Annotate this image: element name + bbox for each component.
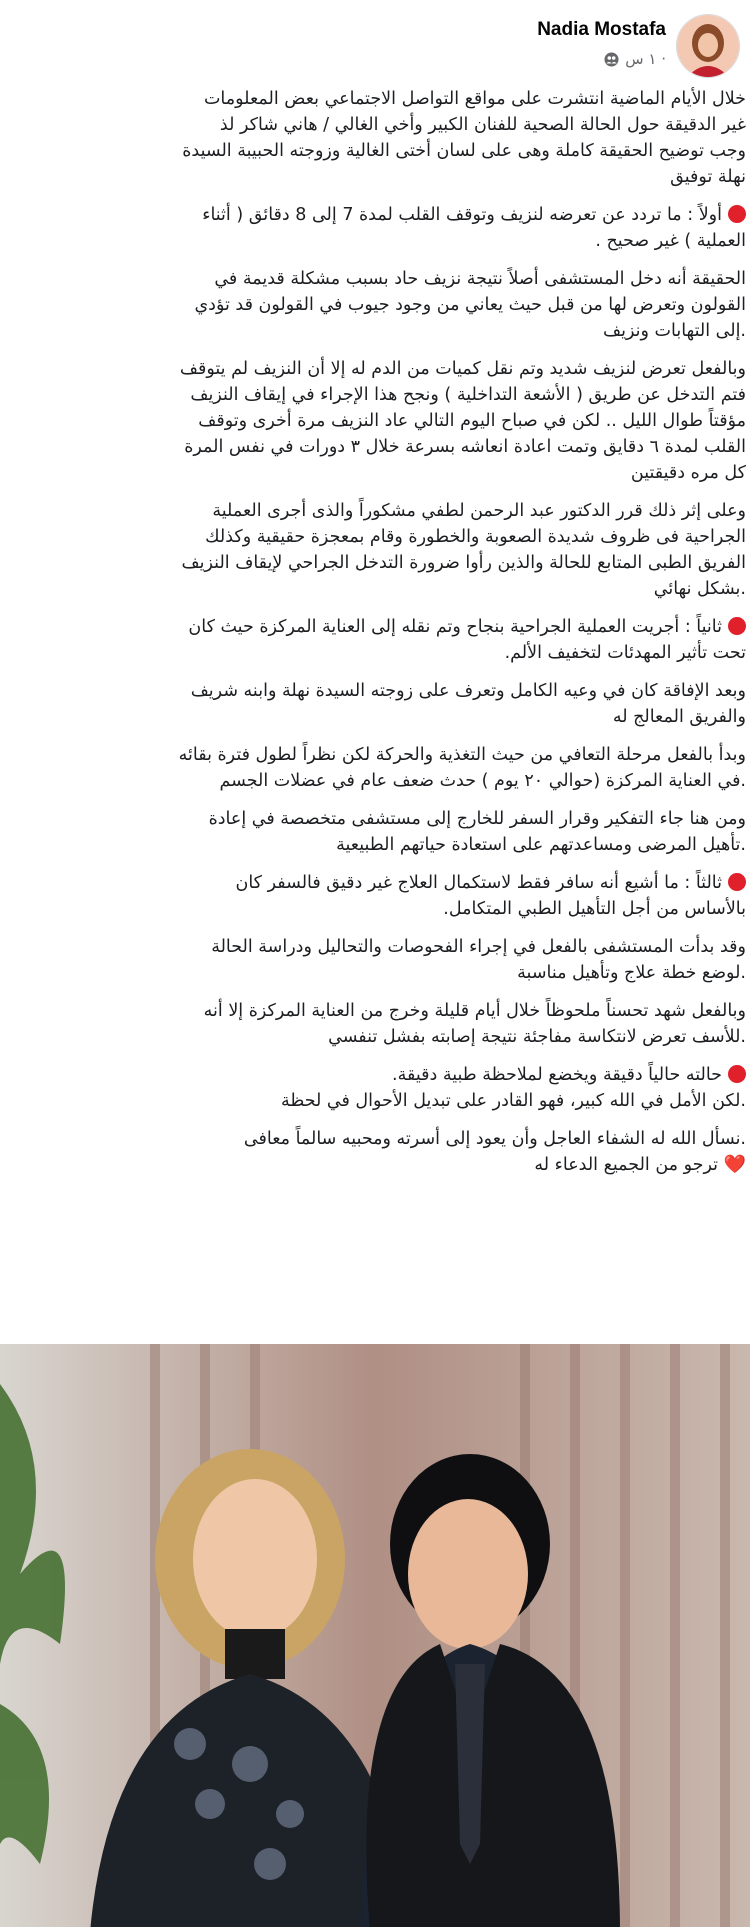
- post-paragraph: [0, 1126, 746, 1178]
- post-line: [0, 678, 746, 704]
- post-line: [0, 870, 746, 896]
- post-paragraph: [0, 806, 746, 858]
- post-line-text: نهلة توفيق: [670, 167, 746, 187]
- post-line: [0, 614, 746, 640]
- red-circle-icon: [728, 205, 746, 223]
- post-line-text: .تأهيل المرضى ومساعدتهم على استعادة حياتهم الطبيعية: [336, 835, 746, 855]
- post-line-text: حالته حالياً دقيقة ويخضع لملاحظة طبية دقيقة.: [392, 1065, 722, 1085]
- post-line-text: خلال الأيام الماضية انتشرت على مواقع التواصل الاجتماعي بعض المعلومات: [203, 89, 746, 109]
- post-line-text: الجراحية فى ظروف شديدة الصعوبة والخطورة وقام بمعجزة حقيقية وكذلك: [205, 527, 746, 547]
- friends-icon[interactable]: [604, 52, 619, 67]
- post-line: [0, 164, 746, 190]
- post-line-text: وبالفعل تعرض لنزيف شديد وتم نقل كميات من الدم له إلا أن النزيف لم يتوقف: [179, 359, 746, 379]
- post-line: [0, 1088, 746, 1114]
- post-line: [0, 550, 746, 576]
- post-line-text: أولاً : ما تردد عن تعرضه لنزيف وتوقف القلب لمدة 7 إلى 8 دقائق ( أثناء: [202, 205, 722, 225]
- post-line: [0, 292, 746, 318]
- post-line-text: .نسأل الله له الشفاء العاجل وأن يعود إلى أسرته ومحبيه سالماً معافى: [243, 1129, 746, 1149]
- post-line-text: .لوضع خطة علاج وتأهيل مناسبة: [517, 963, 746, 983]
- post-line-text: الفريق الطبى المتابع للحالة والذين رأوا ضرورة التدخل الجراحي لإيقاف النزيف: [181, 553, 746, 573]
- post-line-text: كل مره دقيقتين: [630, 463, 746, 483]
- post-paragraph: [0, 934, 746, 986]
- post-line: [0, 460, 746, 486]
- post-line-text: غير الدقيقة حول الحالة الصحية للفنان الكبير وأخي الغالي / هاني شاكر لذ: [219, 115, 746, 135]
- post-line: [0, 228, 746, 254]
- post-line-text: .للأسف تعرض لانتكاسة مفاجئة نتيجة إصابته بفشل تنفسي: [328, 1027, 746, 1047]
- post-line-text: ثالثاً : ما أشيع أنه سافر فقط لاستكمال العلاج غير دقيق فالسفر كان: [235, 873, 722, 893]
- post-paragraph: [0, 614, 746, 666]
- profile-avatar[interactable]: [676, 14, 740, 78]
- post-line-text: .إلى التهابات ونزيف: [603, 321, 746, 341]
- post-paragraph: [0, 86, 746, 190]
- post-line-text: وعلى إثر ذلك قرر الدكتور عبد الرحمن لطفي مشكوراً والذى أجرى العملية: [212, 501, 746, 521]
- post-timestamp[interactable]: ١ س ·: [625, 50, 666, 68]
- post-line: [0, 86, 746, 112]
- post-line-text: العملية ) غير صحيح .: [595, 231, 746, 251]
- post-line: [0, 806, 746, 832]
- post-text: [0, 86, 746, 1190]
- post-line-text: ومن هنا جاء التفكير وقرار السفر للخارج إلى مستشفى متخصصة في إعادة: [208, 809, 746, 829]
- post-line-text: .بشكل نهائي: [653, 579, 746, 599]
- post-line-text: وجب توضيح الحقيقة كاملة وهى على لسان أختى الغالية وزوجته الحبيبة السيدة: [182, 141, 746, 161]
- post-line-text: بالأساس من أجل التأهيل الطبي المتكامل.: [443, 899, 746, 919]
- red-heart-icon: ❤️: [723, 1154, 746, 1175]
- post-line-text: وبدأ بالفعل مرحلة التعافي من حيث التغذية والحركة لكن نظراً لطول فترة بقائه: [178, 745, 746, 765]
- post-line: [0, 960, 746, 986]
- post-line: [0, 138, 746, 164]
- post-paragraph: [0, 1062, 746, 1114]
- post-line: [0, 356, 746, 382]
- post-line: [0, 934, 746, 960]
- post-line-text: ثانياً : أجريت العملية الجراحية بنجاح وتم نقله إلى العناية المركزة حيث كان: [188, 617, 722, 637]
- post-line: [0, 382, 746, 408]
- post-line-text: تحت تأثير المهدئات لتخفيف الألم.: [504, 643, 746, 663]
- post-line: [0, 1152, 746, 1178]
- post-paragraph: [0, 498, 746, 602]
- post-line: [0, 896, 746, 922]
- post-line: [0, 1126, 746, 1152]
- post-line: [0, 742, 746, 768]
- post-line: [0, 640, 746, 666]
- post-line: [0, 524, 746, 550]
- post-line-text: وقد بدأت المستشفى بالفعل في إجراء الفحوصات والتحاليل ودراسة الحالة: [211, 937, 746, 957]
- post-line: [0, 112, 746, 138]
- post-line-text: .لكن الأمل في الله كبير، فهو القادر على تبديل الأحوال في لحظة: [280, 1091, 746, 1111]
- post-line: [0, 1062, 746, 1088]
- author-name[interactable]: Nadia Mostafa: [537, 19, 666, 40]
- post-line-text: مؤقتاً طوال الليل .. لكن في صباح اليوم التالي عاد النزيف مرة أخرى وتوقف: [198, 411, 746, 431]
- post-paragraph: [0, 742, 746, 794]
- post-line-text: القلب لمدة ٦ دقايق وتمت اعادة انعاشه بسرعة خلال ٣ دورات في نفس المرة: [184, 437, 746, 457]
- post-paragraph: [0, 870, 746, 922]
- post-line-text: .في العناية المركزة (حوالي ٢٠ يوم ) حدث ضعف عام في عضلات الجسم: [219, 771, 746, 791]
- post-paragraph: [0, 202, 746, 254]
- post-line: [0, 202, 746, 228]
- post-line: [0, 768, 746, 794]
- post-paragraph: [0, 356, 746, 486]
- post-line-text: وبالفعل شهد تحسناً ملحوظاً خلال أيام قليلة وخرج من العناية المركزة إلا أنه: [203, 1001, 746, 1021]
- post-line-text: الحقيقة أنه دخل المستشفى أصلاً نتيجة نزيف حاد بسبب مشكلة قديمة في: [214, 269, 746, 289]
- post-photo[interactable]: [0, 1344, 750, 1932]
- post-line: [0, 266, 746, 292]
- post-meta: [604, 50, 666, 68]
- red-circle-icon: [728, 617, 746, 635]
- post-line: [0, 832, 746, 858]
- post-header: [0, 0, 750, 92]
- post-line: [0, 998, 746, 1024]
- post-line: [0, 576, 746, 602]
- post-line: [0, 318, 746, 344]
- post-line-text: القولون وتعرض لها من قبل حيث يعاني من وجود جيوب في القولون قد تؤدي: [194, 295, 746, 315]
- post-paragraph: [0, 678, 746, 730]
- post-line-text: فتم التدخل عن طريق ( الأشعة التداخلية ) ونجح هذا الإجراء في إيقاف النزيف: [190, 385, 746, 405]
- post-paragraph: [0, 266, 746, 344]
- post-line-text: وبعد الإفاقة كان في وعيه الكامل وتعرف على زوجته السيدة نهلة وابنه شريف: [190, 681, 746, 701]
- post-line: [0, 434, 746, 460]
- post-line: [0, 1024, 746, 1050]
- red-circle-icon: [728, 1065, 746, 1083]
- post-line: [0, 408, 746, 434]
- post-paragraph: [0, 998, 746, 1050]
- post-line-text: ترجو من الجميع الدعاء له: [534, 1155, 718, 1175]
- post-line: [0, 498, 746, 524]
- post-line: [0, 704, 746, 730]
- red-circle-icon: [728, 873, 746, 891]
- post-line-text: والفريق المعالج له: [612, 707, 746, 727]
